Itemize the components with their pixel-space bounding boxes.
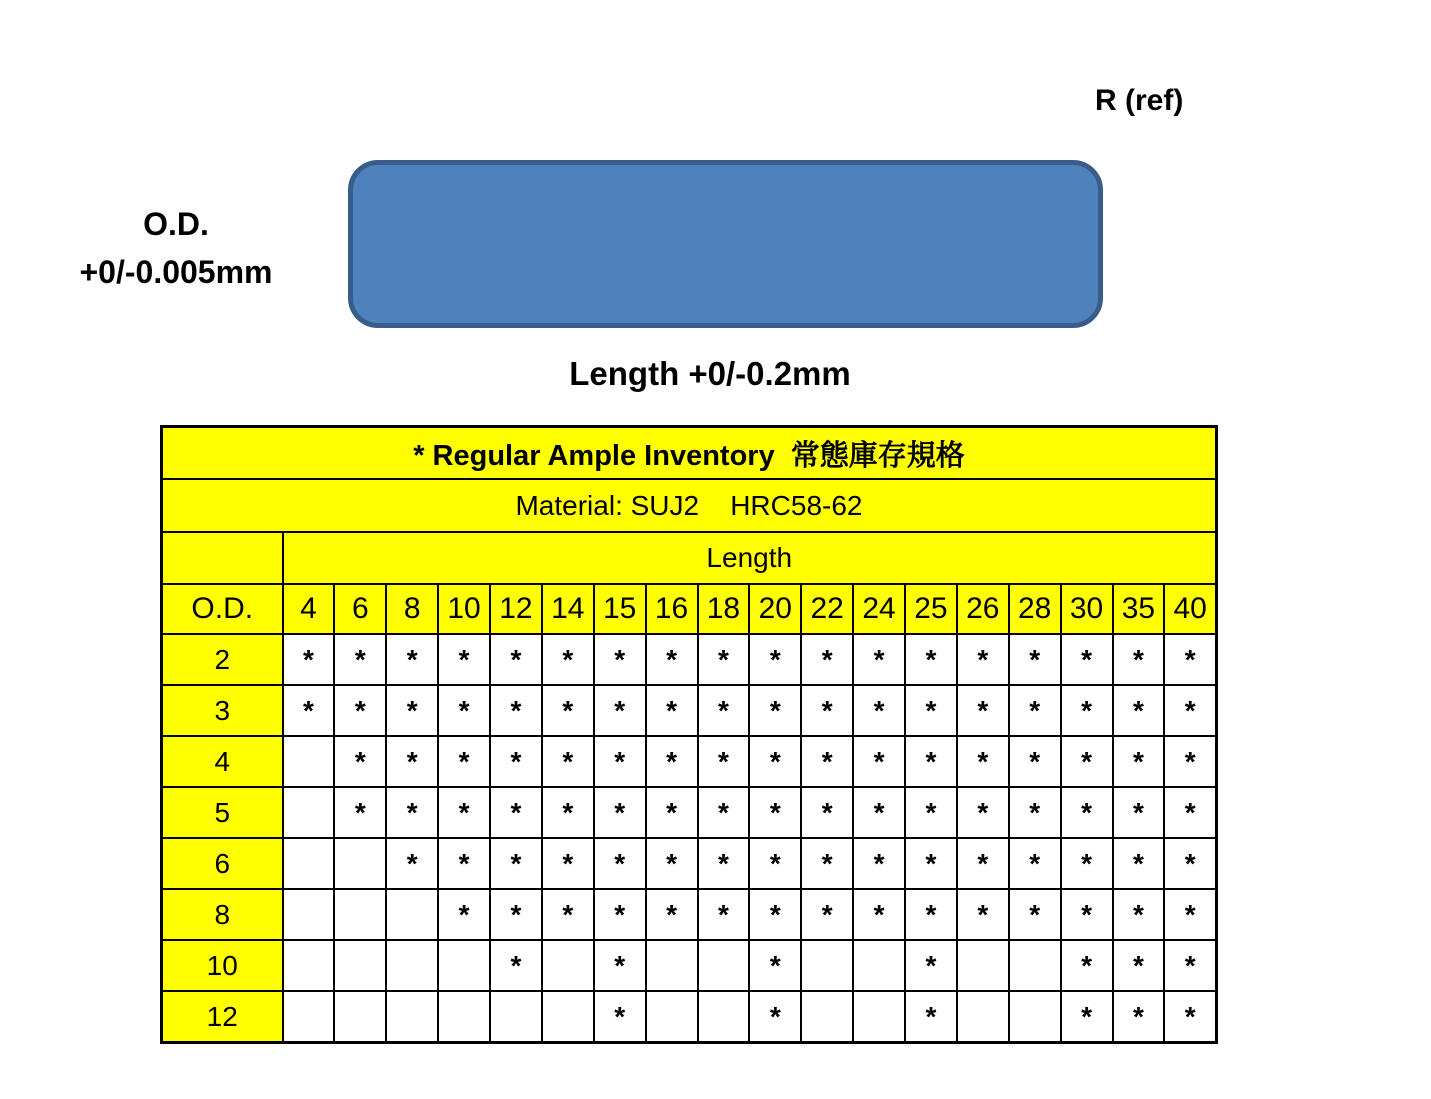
inventory-available-cell: * [438,787,490,838]
inventory-available-cell: * [542,685,594,736]
inventory-empty-cell [646,991,698,1043]
inventory-available-cell: * [594,685,646,736]
inventory-row [162,787,1217,838]
inventory-empty-cell [853,940,905,991]
inventory-available-cell: * [438,685,490,736]
inventory-empty-cell [438,940,490,991]
inventory-available-cell: * [283,634,335,685]
inventory-available-cell: * [1061,736,1113,787]
inventory-available-cell: * [1061,940,1113,991]
length-col-header: 14 [542,584,594,634]
inventory-row [162,634,1217,685]
inventory-empty-cell [334,838,386,889]
inventory-available-cell: * [334,787,386,838]
inventory-available-cell: * [853,685,905,736]
length-col-header: 35 [1113,584,1165,634]
inventory-row [162,991,1217,1043]
inventory-available-cell: * [749,685,801,736]
inventory-available-cell: * [905,787,957,838]
material-spec: Material: SUJ2 HRC58-62 [162,479,1217,532]
inventory-available-cell: * [490,736,542,787]
inventory-available-cell: * [646,787,698,838]
length-col-header: 40 [1164,584,1216,634]
inventory-available-cell: * [1113,889,1165,940]
inventory-empty-cell [283,838,335,889]
inventory-empty-cell [490,991,542,1043]
inventory-row [162,940,1217,991]
inventory-available-cell: * [1061,685,1113,736]
inventory-available-cell: * [646,736,698,787]
inventory-available-cell: * [490,685,542,736]
inventory-available-cell: * [1061,634,1113,685]
inventory-available-cell: * [594,634,646,685]
length-col-header: 25 [905,584,957,634]
inventory-empty-cell [334,940,386,991]
inventory-available-cell: * [698,838,750,889]
inventory-empty-cell [386,889,438,940]
inventory-available-cell: * [438,634,490,685]
inventory-available-cell: * [490,787,542,838]
inventory-available-cell: * [1061,889,1113,940]
inventory-empty-cell [283,787,335,838]
length-col-header: 10 [438,584,490,634]
material-row [162,479,1217,532]
inventory-available-cell: * [594,787,646,838]
length-header-row [162,532,1217,584]
inventory-available-cell: * [957,736,1009,787]
inventory-available-cell: * [1061,991,1113,1043]
inventory-available-cell: * [801,736,853,787]
pin-shape [348,160,1103,328]
table-title: * Regular Ample Inventory 常態庫存規格 [162,427,1217,480]
inventory-available-cell: * [490,838,542,889]
inventory-available-cell: * [1113,838,1165,889]
inventory-available-cell: * [594,838,646,889]
inventory-available-cell: * [905,940,957,991]
inventory-row [162,685,1217,736]
inventory-row [162,889,1217,940]
inventory-available-cell: * [542,838,594,889]
inventory-empty-cell [542,940,594,991]
inventory-available-cell: * [698,889,750,940]
inventory-empty-cell [957,940,1009,991]
r-ref-label: R (ref) [1095,84,1184,117]
inventory-available-cell: * [334,634,386,685]
inventory-available-cell: * [1009,889,1061,940]
inventory-available-cell: * [957,838,1009,889]
length-col-header: 8 [386,584,438,634]
inventory-available-cell: * [542,787,594,838]
inventory-available-cell: * [853,787,905,838]
inventory-available-cell: * [801,838,853,889]
inventory-available-cell: * [438,838,490,889]
inventory-empty-cell [386,940,438,991]
inventory-table [160,425,1218,1044]
inventory-available-cell: * [1164,991,1216,1043]
inventory-available-cell: * [542,889,594,940]
length-col-header: 16 [646,584,698,634]
inventory-available-cell: * [1113,685,1165,736]
od-row-label: 8 [162,889,283,940]
inventory-available-cell: * [542,736,594,787]
inventory-available-cell: * [594,940,646,991]
inventory-empty-cell [386,991,438,1043]
inventory-available-cell: * [490,889,542,940]
inventory-available-cell: * [957,685,1009,736]
inventory-available-cell: * [1113,991,1165,1043]
length-col-header: 28 [1009,584,1061,634]
inventory-available-cell: * [646,634,698,685]
length-col-header: 6 [334,584,386,634]
inventory-available-cell: * [1009,838,1061,889]
inventory-available-cell: * [334,685,386,736]
inventory-available-cell: * [749,634,801,685]
inventory-available-cell: * [957,889,1009,940]
inventory-empty-cell [957,991,1009,1043]
length-col-header: 4 [283,584,335,634]
od-row-label: 12 [162,991,283,1043]
od-label-tolerance: +0/-0.005mm [79,254,273,290]
inventory-available-cell: * [1113,634,1165,685]
inventory-available-cell: * [1009,634,1061,685]
inventory-available-cell: * [749,889,801,940]
inventory-available-cell: * [853,736,905,787]
inventory-available-cell: * [698,685,750,736]
inventory-available-cell: * [698,736,750,787]
inventory-empty-cell [1009,940,1061,991]
inventory-available-cell: * [801,787,853,838]
od-row-label: 4 [162,736,283,787]
inventory-empty-cell [801,991,853,1043]
inventory-empty-cell [698,940,750,991]
length-col-header: 30 [1061,584,1113,634]
inventory-available-cell: * [1164,940,1216,991]
od-row-label: 10 [162,940,283,991]
od-row-label: 3 [162,685,283,736]
od-row-label: 2 [162,634,283,685]
inventory-available-cell: * [594,991,646,1043]
inventory-empty-cell [1009,991,1061,1043]
inventory-available-cell: * [1113,940,1165,991]
inventory-empty-cell [438,991,490,1043]
length-col-header: 20 [749,584,801,634]
inventory-empty-cell [283,991,335,1043]
inventory-empty-cell [853,991,905,1043]
od-label-title: O.D. [143,206,209,242]
inventory-available-cell: * [957,634,1009,685]
inventory-empty-cell [334,991,386,1043]
inventory-available-cell: * [749,940,801,991]
length-col-header: 26 [957,584,1009,634]
inventory-empty-cell [646,940,698,991]
inventory-available-cell: * [490,634,542,685]
inventory-available-cell: * [853,838,905,889]
inventory-available-cell: * [749,787,801,838]
inventory-available-cell: * [1009,736,1061,787]
inventory-available-cell: * [905,736,957,787]
corner-cell [162,532,283,584]
inventory-available-cell: * [1164,634,1216,685]
length-col-header: 24 [853,584,905,634]
inventory-empty-cell [801,940,853,991]
od-tolerance-label [30,200,322,296]
inventory-available-cell: * [905,685,957,736]
inventory-empty-cell [283,940,335,991]
length-header: Length [283,532,1217,584]
inventory-available-cell: * [283,685,335,736]
inventory-available-cell: * [1164,787,1216,838]
inventory-available-cell: * [905,634,957,685]
inventory-available-cell: * [386,685,438,736]
length-col-header: 15 [594,584,646,634]
length-tolerance-label: Length +0/-0.2mm [569,355,851,392]
inventory-available-cell: * [386,736,438,787]
inventory-available-cell: * [698,787,750,838]
inventory-available-cell: * [749,991,801,1043]
inventory-available-cell: * [438,889,490,940]
inventory-empty-cell [542,991,594,1043]
inventory-available-cell: * [801,634,853,685]
inventory-available-cell: * [594,889,646,940]
inventory-available-cell: * [1009,685,1061,736]
inventory-available-cell: * [386,787,438,838]
inventory-available-cell: * [386,634,438,685]
inventory-available-cell: * [1061,838,1113,889]
inventory-available-cell: * [490,940,542,991]
inventory-available-cell: * [905,838,957,889]
inventory-available-cell: * [853,889,905,940]
inventory-available-cell: * [646,685,698,736]
inventory-available-cell: * [334,736,386,787]
inventory-available-cell: * [646,889,698,940]
inventory-empty-cell [283,736,335,787]
inventory-available-cell: * [905,991,957,1043]
inventory-available-cell: * [698,634,750,685]
inventory-available-cell: * [957,787,1009,838]
column-header-row [162,584,1217,634]
inventory-available-cell: * [1164,838,1216,889]
inventory-available-cell: * [438,736,490,787]
inventory-available-cell: * [1164,685,1216,736]
table-title-row [162,427,1217,480]
inventory-available-cell: * [801,685,853,736]
inventory-available-cell: * [749,736,801,787]
inventory-available-cell: * [1113,787,1165,838]
inventory-available-cell: * [905,889,957,940]
inventory-available-cell: * [801,889,853,940]
inventory-available-cell: * [1009,787,1061,838]
inventory-available-cell: * [749,838,801,889]
od-header: O.D. [162,584,283,634]
length-col-header: 12 [490,584,542,634]
inventory-row [162,838,1217,889]
inventory-available-cell: * [1113,736,1165,787]
length-col-header: 18 [698,584,750,634]
inventory-available-cell: * [1061,787,1113,838]
inventory-empty-cell [283,889,335,940]
inventory-available-cell: * [594,736,646,787]
inventory-row [162,736,1217,787]
inventory-empty-cell [698,991,750,1043]
inventory-available-cell: * [542,634,594,685]
length-col-header: 22 [801,584,853,634]
od-row-label: 5 [162,787,283,838]
inventory-available-cell: * [1164,736,1216,787]
inventory-available-cell: * [386,838,438,889]
inventory-available-cell: * [853,634,905,685]
inventory-available-cell: * [646,838,698,889]
od-row-label: 6 [162,838,283,889]
inventory-available-cell: * [1164,889,1216,940]
inventory-empty-cell [334,889,386,940]
